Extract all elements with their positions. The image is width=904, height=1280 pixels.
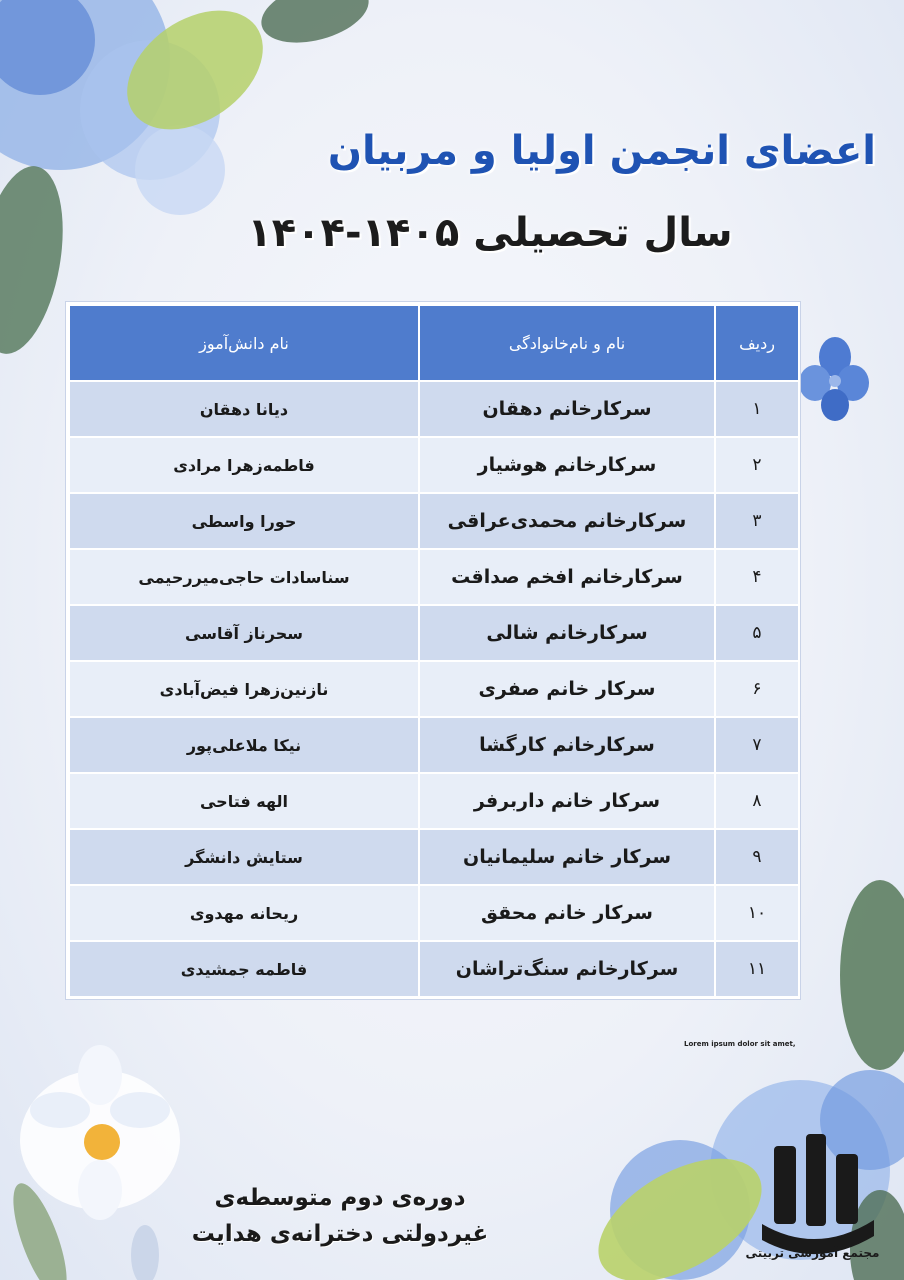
logo-caption: مجتمع آموزشی تربیتی (745, 1246, 880, 1260)
member-name: سرکار خانم داربرفر (419, 773, 715, 829)
student-name: ریحانه مهدوی (69, 885, 419, 941)
row-index: ۲ (715, 437, 799, 493)
leaf-decoration-right (830, 880, 904, 1080)
footer-line-2: غیردولتی دخترانه‌ی هدایت (191, 1221, 489, 1247)
row-index: ۱۰ (715, 885, 799, 941)
row-index: ۶ (715, 661, 799, 717)
student-name: فاطمه‌زهرا مرادی (69, 437, 419, 493)
member-name: سرکارخانم کارگشا (419, 717, 715, 773)
member-name: سرکار خانم صفری (419, 661, 715, 717)
member-name: سرکارخانم هوشیار (419, 437, 715, 493)
student-name: دیانا دهقان (69, 381, 419, 437)
table-row (69, 437, 799, 493)
student-name: سحرناز آقاسی (69, 605, 419, 661)
placeholder-text: Lorem ipsum dolor sit amet, (684, 1040, 796, 1048)
table-row (69, 773, 799, 829)
page-title: اعضای انجمن اولیا و مربیان (327, 128, 876, 174)
table-row (69, 549, 799, 605)
column-header-index: ردیف (715, 305, 799, 381)
student-name: فاطمه جمشیدی (69, 941, 419, 997)
student-name: الهه فتاحی (69, 773, 419, 829)
column-header-student: نام دانش‌آموز (69, 305, 419, 381)
member-name: سرکار خانم محقق (419, 885, 715, 941)
row-index: ۹ (715, 829, 799, 885)
table-row (69, 605, 799, 661)
row-index: ۸ (715, 773, 799, 829)
table-row (69, 493, 799, 549)
table-row (69, 941, 799, 997)
table-row (69, 381, 799, 437)
row-index: ۱۱ (715, 941, 799, 997)
school-name (150, 1180, 530, 1252)
row-index: ۵ (715, 605, 799, 661)
table-row (69, 829, 799, 885)
row-index: ۷ (715, 717, 799, 773)
row-index: ۳ (715, 493, 799, 549)
member-name: سرکارخانم دهقان (419, 381, 715, 437)
footer-line-1: دوره‌ی دوم متوسطه‌ی (214, 1185, 466, 1211)
student-name: حورا واسطی (69, 493, 419, 549)
small-flower-icon (795, 335, 875, 425)
page-subtitle: سال تحصیلی ۱۴۰۵-۱۴۰۴ (247, 210, 733, 256)
member-name: سرکارخانم محمدی‌عراقی (419, 493, 715, 549)
member-name: سرکارخانم سنگ‌تراشان (419, 941, 715, 997)
member-name: سرکارخانم افخم صداقت (419, 549, 715, 605)
student-name: ستایش دانشگر (69, 829, 419, 885)
row-index: ۴ (715, 549, 799, 605)
member-name: سرکارخانم شالی (419, 605, 715, 661)
members-table (66, 302, 800, 999)
table-row (69, 885, 799, 941)
student-name: نازنین‌زهرا فیض‌آبادی (69, 661, 419, 717)
table-row (69, 717, 799, 773)
member-name: سرکار خانم سلیمانیان (419, 829, 715, 885)
table-row (69, 661, 799, 717)
row-index: ۱ (715, 381, 799, 437)
student-name: نیکا ملاعلی‌پور (69, 717, 419, 773)
table-header-row (69, 305, 799, 381)
student-name: سناسادات حاجی‌میررحیمی (69, 549, 419, 605)
column-header-name: نام و نام‌خانوادگی (419, 305, 715, 381)
